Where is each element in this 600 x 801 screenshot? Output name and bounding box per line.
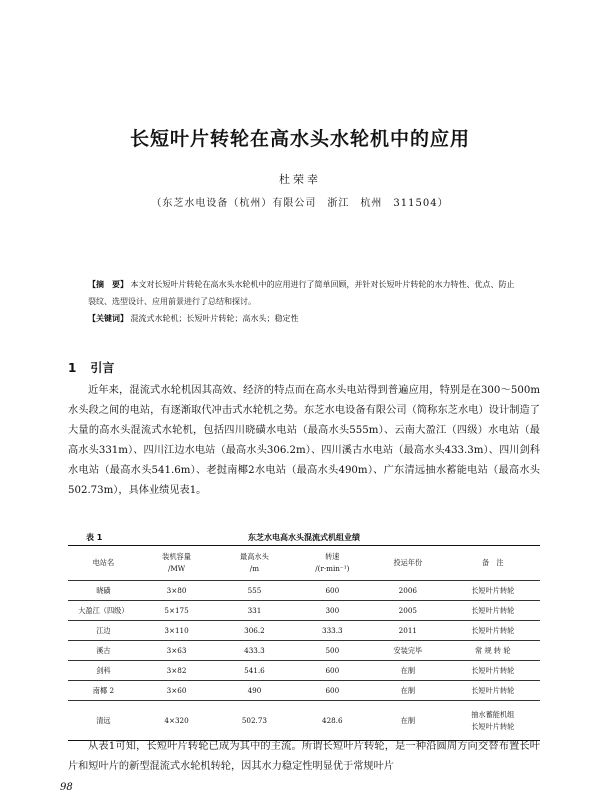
abstract-text: 本文对长短叶片转轮在高水头水轮机中的应用进行了简单回顾，并针对长短叶片转轮的水力特性、优点、防止裂纹、选型设计、应用前景进行了总结和探讨。 [88, 280, 515, 306]
cell-capacity: 4×320 [139, 701, 215, 741]
cell-speed: 600 [295, 581, 371, 601]
cell-year: 2006 [370, 581, 446, 601]
keywords-label: 【关键词】 [88, 314, 128, 323]
cell-head: 331 [214, 601, 294, 621]
cell-speed: 600 [295, 661, 371, 681]
cell-remark: 长短叶片转轮 [446, 681, 540, 701]
table-row [68, 601, 540, 621]
author-name: 杜荣幸 [279, 173, 321, 186]
table-row [68, 641, 540, 661]
abstract-block [88, 276, 518, 327]
body-paragraph: 从表1可知，长短叶片转轮已成为其中的主流。所谓长短叶片转轮，是一种沿圆周方向交替布置长叶片和短叶片的新型混流式水轮机转轮，因其水力稳定性明显优于常规叶片 [68, 741, 540, 772]
intro-paragraph: 近年来，混流式水轮机因其高效、经济的特点而在高水头电站得到普遍应用，特别是在300～500m水头段之间的电站，有逐渐取代冲击式水轮机之势。东芝水电设备有限公司（简称东芝水电）设计制造了大量的高水头混流式水轮机，包括四川晓磺水电站（最高水头555m）、云南大盈江（四级）水电站（最高水头331m）、四川江边水电站（最高水头306.2m）、四川溪古水电站（最高水头433.3m）、四川剑科水电站（最高水头541.6m）、老挝南椰2水电站（最高水头490m）、广东清远抽水蓄能电站（最高水头502.73m），具体业绩见表1。 [68, 385, 540, 496]
cell-capacity: 3×80 [139, 581, 215, 601]
cell-head: 502.73 [214, 701, 294, 741]
cell-station: 大盈江（四级） [68, 601, 139, 621]
cell-year: 在制 [370, 681, 446, 701]
cell-head: 541.6 [214, 661, 294, 681]
cell-station: 剑科 [68, 661, 139, 681]
keywords-line [88, 310, 518, 327]
header-head: 最高水头 /m [214, 546, 294, 581]
cell-speed: 600 [295, 681, 371, 701]
cell-speed: 500 [295, 641, 371, 661]
cell-year: 在制 [370, 701, 446, 741]
cell-head: 490 [214, 681, 294, 701]
header-station: 电站名 [68, 546, 139, 581]
table-row [68, 621, 540, 641]
cell-remark: 长短叶片转轮 [446, 601, 540, 621]
cell-remark: 常 规 转 轮 [446, 641, 540, 661]
cell-capacity: 3×82 [139, 661, 215, 681]
section-title: 引言 [90, 361, 115, 375]
table-row [68, 581, 540, 601]
section-heading [68, 359, 128, 376]
cell-remark: 长短叶片转轮 [446, 661, 540, 681]
cell-year: 安装完毕 [370, 641, 446, 661]
cell-station: 南椰 2 [68, 681, 139, 701]
header-remark: 备 注 [446, 546, 540, 581]
cell-remark: 抽水蓄能机组 长短叶片转轮 [446, 701, 540, 741]
cell-station: 溪古 [68, 641, 139, 661]
section-number: 1 [68, 361, 77, 375]
cell-remark: 长短叶片转轮 [446, 621, 540, 641]
cell-station: 清远 [68, 701, 139, 741]
cell-head: 306.2 [214, 621, 294, 641]
page-number: 98 [60, 782, 73, 793]
table-row [68, 681, 540, 701]
table-caption-text: 东芝水电高水头混流式机组业绩 [248, 533, 360, 542]
table-row [68, 701, 540, 741]
cell-capacity: 3×63 [139, 641, 215, 661]
table-label: 表 1 [86, 533, 103, 542]
cell-year: 2005 [370, 601, 446, 621]
header-capacity: 装机容量 /MW [139, 546, 215, 581]
cell-station: 江边 [68, 621, 139, 641]
cell-head: 433.3 [214, 641, 294, 661]
abstract-paragraph [88, 276, 518, 310]
cell-head: 555 [214, 581, 294, 601]
table-row [68, 661, 540, 681]
header-speed: 转速 /(r·min⁻¹) [295, 546, 371, 581]
table-header-row [68, 546, 540, 581]
cell-year: 2011 [370, 621, 446, 641]
abstract-label: 【摘 要】 [88, 280, 128, 289]
cell-station: 晓磺 [68, 581, 139, 601]
header-year: 投运年份 [370, 546, 446, 581]
cell-speed: 333.3 [295, 621, 371, 641]
cell-capacity: 5×175 [139, 601, 215, 621]
author-affiliation: （东芝水电设备（杭州）有限公司 浙江 杭州 311504） [151, 198, 449, 209]
cell-speed: 300 [295, 601, 371, 621]
performance-table [68, 545, 540, 741]
keywords-text: 混流式水轮机；长短叶片转轮；高水头；稳定性 [130, 314, 299, 323]
cell-remark: 长短叶片转轮 [446, 581, 540, 601]
cell-speed: 428.6 [295, 701, 371, 741]
cell-year: 在制 [370, 661, 446, 681]
cell-capacity: 3×60 [139, 681, 215, 701]
paper-title: 长短叶片转轮在高水头水轮机中的应用 [129, 128, 470, 150]
cell-capacity: 3×110 [139, 621, 215, 641]
